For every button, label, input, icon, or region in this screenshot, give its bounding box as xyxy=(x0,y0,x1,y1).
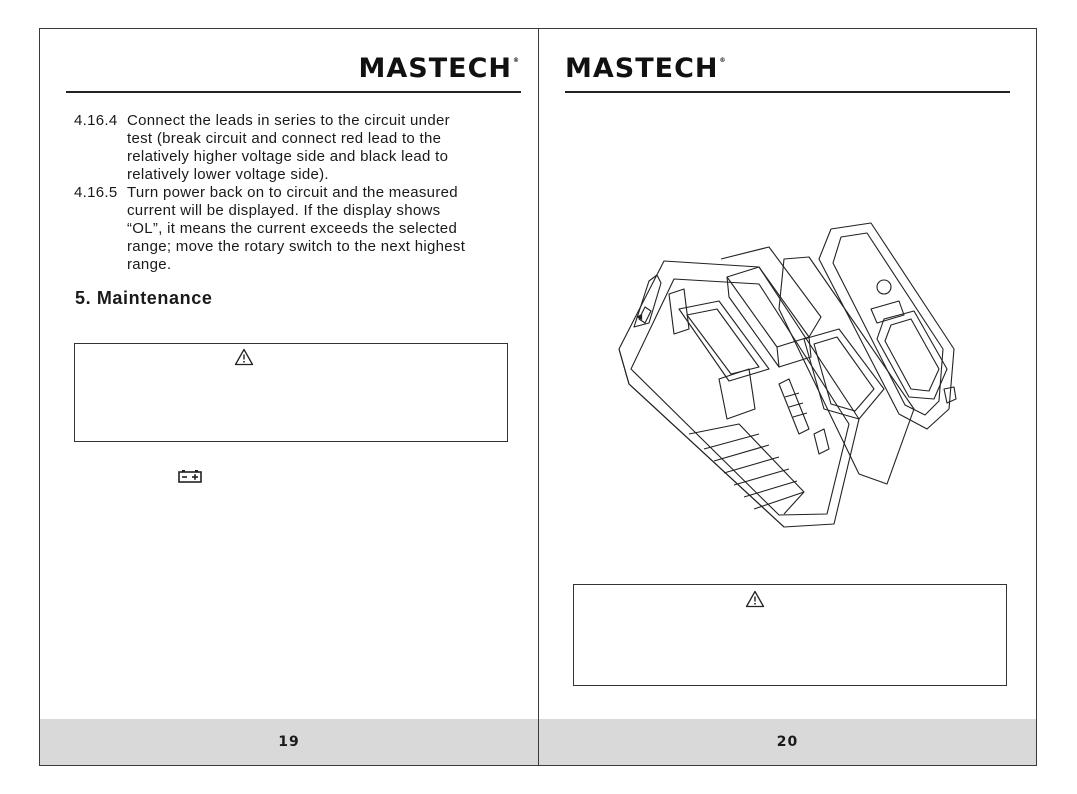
step-line: test (break circuit and connect red lead to the xyxy=(127,130,442,147)
manual-spread xyxy=(39,28,1037,766)
battery-icon xyxy=(178,469,202,483)
page-19 xyxy=(40,29,539,765)
header-rule xyxy=(565,91,1010,93)
step-line: range; move the rotary switch to the next highest xyxy=(127,238,466,255)
step-line: range. xyxy=(127,256,172,273)
page-footer xyxy=(539,719,1036,765)
step-number: 4.16.5 xyxy=(74,184,118,201)
step-line: Turn power back on to circuit and the measured xyxy=(127,184,458,201)
section-heading: 5. Maintenance xyxy=(75,288,213,308)
step-number: 4.16.4 xyxy=(74,112,118,129)
step-4-16-4 xyxy=(74,112,507,184)
warning-box xyxy=(573,584,1007,686)
step-line: relatively higher voltage side and black lead to xyxy=(127,148,449,165)
svg-text:◀: ◀ xyxy=(636,312,643,321)
brand-logo: MASTECH® xyxy=(358,53,520,84)
page-number: 19 xyxy=(278,734,300,750)
step-line: “OL”, it means the current exceeds the selected xyxy=(127,220,458,237)
step-4-16-5 xyxy=(74,184,507,274)
battery-compartment-illustration xyxy=(609,219,969,539)
page-20 xyxy=(539,29,1036,765)
step-text xyxy=(74,112,507,184)
step-line: relatively lower voltage side). xyxy=(127,166,329,183)
header-rule xyxy=(66,91,521,93)
step-line: Connect the leads in series to the circuit under xyxy=(127,112,450,129)
warning-triangle-icon xyxy=(234,348,254,366)
page-footer xyxy=(40,719,538,765)
step-text xyxy=(74,184,507,274)
warning-triangle-icon xyxy=(745,590,765,608)
step-line: current will be displayed. If the display shows xyxy=(127,202,441,219)
page-number: 20 xyxy=(776,734,799,750)
brand-logo: MASTECH® xyxy=(565,53,727,84)
warning-box xyxy=(74,343,508,442)
